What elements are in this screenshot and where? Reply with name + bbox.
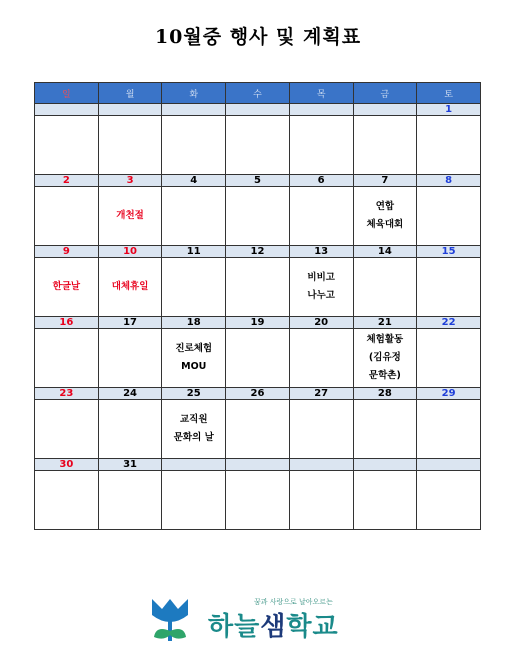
logo-name-part2: 샘: [260, 612, 287, 642]
weekday-header-row: [35, 83, 481, 104]
weekday-sat: 토: [417, 83, 481, 104]
event-cell: [417, 329, 481, 388]
date-cell: 30: [35, 459, 99, 471]
logo-slogan: 꿈과 사랑으로 날아오르는: [254, 598, 333, 606]
date-cell: [35, 104, 99, 116]
date-cell: 29: [417, 388, 481, 400]
event-row: [35, 400, 481, 459]
event-text: 교직원: [179, 414, 208, 425]
date-cell: 25: [162, 388, 226, 400]
weekday-fri: 금: [353, 83, 417, 104]
event-cell: [35, 258, 99, 317]
date-cell: [353, 459, 417, 471]
date-cell: 21: [353, 317, 417, 329]
event-cell: [353, 329, 417, 388]
date-cell: 6: [289, 175, 353, 187]
logo-school-name: [208, 606, 339, 643]
date-cell: [226, 104, 290, 116]
event-text: 연합: [375, 201, 395, 212]
event-text: MOU: [181, 361, 207, 372]
event-cell: [289, 116, 353, 175]
event-cell: [162, 258, 226, 317]
date-cell: 22: [417, 317, 481, 329]
book-leaf-logo-icon: [152, 599, 188, 641]
date-cell: 24: [98, 388, 162, 400]
event-text: 대체휴일: [111, 281, 149, 292]
event-cell: [35, 471, 99, 530]
event-cell: [289, 187, 353, 246]
event-text: 문학촌): [368, 370, 401, 381]
date-cell: 16: [35, 317, 99, 329]
date-cell: 15: [417, 246, 481, 258]
date-cell: [289, 459, 353, 471]
event-cell: [353, 116, 417, 175]
event-row: [35, 329, 481, 388]
event-text: 비비고: [307, 272, 335, 283]
event-text: 한글날: [52, 281, 81, 292]
calendar-table: [34, 82, 481, 530]
date-cell: 8: [417, 175, 481, 187]
event-text: 문화의 날: [173, 432, 214, 443]
event-cell: [35, 400, 99, 459]
event-cell: [353, 471, 417, 530]
weekday-thu: 목: [289, 83, 353, 104]
date-cell: 11: [162, 246, 226, 258]
event-cell: [353, 400, 417, 459]
date-cell: 27: [289, 388, 353, 400]
event-cell: [226, 187, 290, 246]
date-cell: [98, 104, 162, 116]
date-cell: [417, 459, 481, 471]
event-cell: [226, 329, 290, 388]
weekday-sun: 일: [35, 83, 99, 104]
date-cell: 13: [289, 246, 353, 258]
event-cell: [226, 258, 290, 317]
event-cell: [98, 329, 162, 388]
event-cell: [98, 400, 162, 459]
event-text: 체육대회: [366, 219, 404, 230]
logo-name-part1: 하늘: [208, 612, 261, 642]
event-cell: [417, 471, 481, 530]
event-cell: [98, 471, 162, 530]
date-cell: 20: [289, 317, 353, 329]
weekday-mon: 월: [98, 83, 162, 104]
date-cell: 14: [353, 246, 417, 258]
date-cell: [226, 459, 290, 471]
event-cell: [162, 187, 226, 246]
event-text: 진로체험: [175, 343, 213, 354]
date-cell: 7: [353, 175, 417, 187]
event-cell: [353, 258, 417, 317]
date-cell: [289, 104, 353, 116]
calendar-body: [35, 104, 481, 530]
event-cell: [98, 187, 162, 246]
date-cell: 5: [226, 175, 290, 187]
event-cell: [289, 471, 353, 530]
date-cell: 17: [98, 317, 162, 329]
event-text: 체험활동: [366, 334, 404, 345]
event-row: [35, 471, 481, 530]
event-text: 나누고: [307, 290, 335, 301]
event-cell: [35, 329, 99, 388]
date-cell: 2: [35, 175, 99, 187]
date-row: [35, 459, 481, 471]
date-cell: 19: [226, 317, 290, 329]
date-cell: [353, 104, 417, 116]
weekday-tue: 화: [162, 83, 226, 104]
date-cell: 18: [162, 317, 226, 329]
event-cell: [35, 116, 99, 175]
event-text: (김유정: [368, 352, 401, 363]
date-row: [35, 104, 481, 116]
event-text: 개천절: [116, 210, 144, 221]
date-cell: 9: [35, 246, 99, 258]
date-cell: 23: [35, 388, 99, 400]
event-cell: [289, 258, 353, 317]
date-cell: 31: [98, 459, 162, 471]
date-cell: 4: [162, 175, 226, 187]
event-cell: [417, 258, 481, 317]
date-cell: 12: [226, 246, 290, 258]
date-cell: 26: [226, 388, 290, 400]
event-cell: [162, 329, 226, 388]
event-row: [35, 258, 481, 317]
event-cell: [417, 187, 481, 246]
event-cell: [289, 329, 353, 388]
event-cell: [162, 471, 226, 530]
page-title: 10월중 행사 및 계획표: [154, 26, 362, 48]
event-cell: [226, 116, 290, 175]
date-cell: 1: [417, 104, 481, 116]
date-row: [35, 317, 481, 329]
date-cell: [162, 459, 226, 471]
event-cell: [35, 187, 99, 246]
event-row: [35, 116, 481, 175]
event-cell: [98, 116, 162, 175]
weekday-wed: 수: [226, 83, 290, 104]
event-cell: [226, 471, 290, 530]
event-cell: [417, 400, 481, 459]
event-cell: [417, 116, 481, 175]
date-cell: 28: [353, 388, 417, 400]
event-cell: [353, 187, 417, 246]
event-cell: [162, 400, 226, 459]
event-row: [35, 187, 481, 246]
date-cell: 10: [98, 246, 162, 258]
date-cell: [162, 104, 226, 116]
date-cell: 3: [98, 175, 162, 187]
logo-name-part3: 학교: [286, 612, 339, 642]
event-cell: [98, 258, 162, 317]
date-row: [35, 246, 481, 258]
event-cell: [226, 400, 290, 459]
event-cell: [162, 116, 226, 175]
event-cell: [289, 400, 353, 459]
date-row: [35, 388, 481, 400]
date-row: [35, 175, 481, 187]
